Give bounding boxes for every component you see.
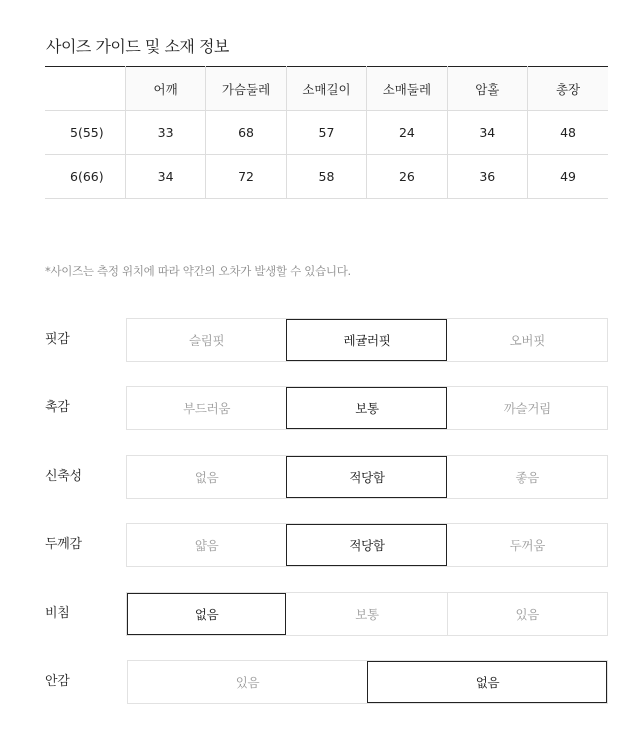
table-cell: 72	[206, 155, 286, 199]
sheerness-option-yes[interactable]: 있음	[447, 593, 607, 635]
stretch-option-none[interactable]: 없음	[194, 470, 219, 485]
table-cell: 34	[447, 111, 527, 155]
texture-option-soft[interactable]: 부드러움	[183, 401, 231, 416]
thickness-label: 두께감	[45, 537, 82, 552]
sheerness-label: 비침	[45, 606, 70, 621]
lining-options	[127, 660, 608, 704]
thickness-options	[126, 523, 608, 567]
table-cell: 36	[447, 155, 527, 199]
size-label-cell: 6(66)	[45, 155, 125, 199]
lining-option-yes[interactable]: 있음	[235, 675, 260, 690]
fit-option-over[interactable]: 오버핏	[509, 333, 545, 348]
table-header-cell	[45, 67, 125, 111]
table-cell: 48	[528, 111, 608, 155]
sheerness-option-normal[interactable]: 보통	[355, 607, 379, 622]
size-disclaimer-note: *사이즈는 측정 위치에 따라 약간의 오차가 발생할 수 있습니다.	[45, 264, 351, 278]
table-header-cell: 총장	[528, 67, 608, 111]
fit-options	[126, 318, 608, 362]
stretch-options	[126, 455, 608, 499]
thickness-option-moderate[interactable]: 적당함	[286, 524, 446, 566]
table-cell: 57	[286, 111, 366, 155]
fit-option-slim[interactable]: 슬림핏	[189, 333, 225, 348]
stretch-option-moderate[interactable]: 적당함	[286, 456, 446, 498]
thickness-option-thick[interactable]: 두꺼움	[509, 538, 545, 553]
texture-option-rough[interactable]: 까슬거림	[503, 401, 551, 416]
table-header-cell: 암홀	[447, 67, 527, 111]
stretch-option-good[interactable]: 좋음	[515, 470, 540, 485]
thickness-option-thin[interactable]: 얇음	[194, 538, 219, 553]
texture-option-normal[interactable]: 보통	[286, 387, 446, 429]
fit-label: 핏감	[45, 332, 70, 347]
table-header-cell: 가슴둘레	[206, 67, 286, 111]
lining-label: 안감	[45, 674, 70, 689]
table-cell: 26	[367, 155, 447, 199]
table-row	[45, 155, 608, 199]
table-cell: 34	[125, 155, 205, 199]
table-header-cell: 어깨	[125, 67, 205, 111]
table-header-cell: 소매둘레	[367, 67, 447, 111]
size-table	[45, 66, 608, 199]
texture-label: 촉감	[45, 400, 70, 415]
sheerness-options	[126, 592, 608, 636]
texture-options	[126, 386, 608, 430]
table-cell: 24	[367, 111, 447, 155]
table-header-cell: 소매길이	[286, 67, 366, 111]
sheerness-option-none[interactable]: 없음	[127, 593, 286, 635]
stretch-label: 신축성	[45, 469, 82, 484]
lining-option-no[interactable]: 없음	[367, 661, 607, 703]
fit-option-regular[interactable]: 레귤러핏	[286, 319, 446, 361]
table-cell: 68	[206, 111, 286, 155]
size-label-cell: 5(55)	[45, 111, 125, 155]
table-row	[45, 111, 608, 155]
table-cell: 33	[125, 111, 205, 155]
table-cell: 58	[286, 155, 366, 199]
table-cell: 49	[528, 155, 608, 199]
table-header-row	[45, 67, 608, 111]
page-title: 사이즈 가이드 및 소재 정보	[46, 37, 229, 56]
